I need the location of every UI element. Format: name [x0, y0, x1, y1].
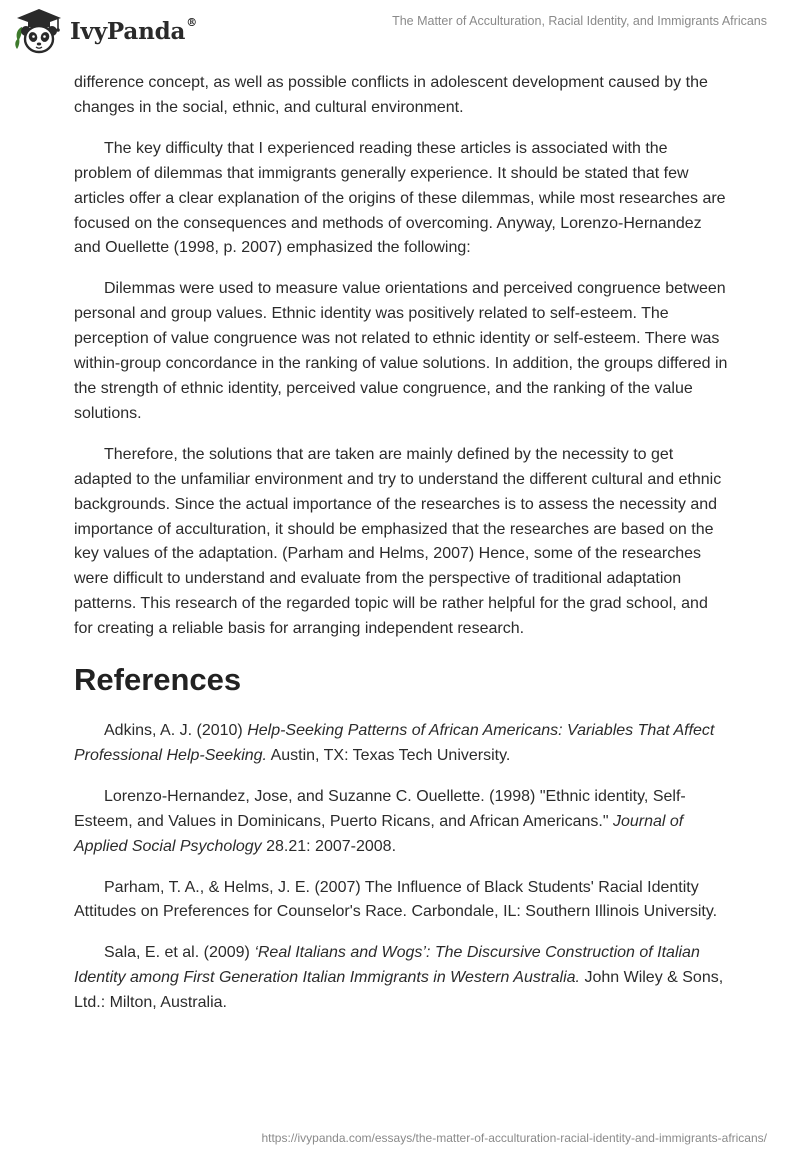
reference-item: Sala, E. et al. (2009) ‘Real Italians and Wogs’: The Discursive Construction of Italian Identity among First Generation Italian Immigrants in Western Australia. John Wiley & Sons, Ltd.: Milton, Australia. [74, 944, 724, 1012]
reference-item: Adkins, A. J. (2010) Help-Seeking Patterns of African Americans: Variables That Affect Professional Help-Seeking. Austin, TX: Texas Tech University. [74, 722, 715, 764]
page-header [0, 0, 800, 66]
reference-item: Parham, T. A., & Helms, J. E. (2007) The Influence of Black Students' Racial Identity Attitudes on Preferences for Counselor's Race. Carbondale, IL: Southern Illinois University. [74, 878, 718, 921]
body-paragraph: The key difficulty that I experienced reading these articles is associated with the problem of dilemmas that immigrants generally experience. It should be stated that few articles offer a clear explanation of the origins of these dilemmas, while most researches are focused on the consequences and methods of overcoming. Anyway, Lorenzo-Hernandez and Ouellette (1998, p. 2007) emphasized the following: [74, 139, 726, 257]
body-paragraph: difference concept, as well as possible conflicts in adolescent development caused by the changes in the social, ethnic, and cultural environment. [74, 74, 708, 116]
panda-graduate-icon [14, 7, 64, 55]
brand-name: IvyPanda® [70, 15, 197, 45]
ivypanda-logo[interactable] [14, 6, 197, 56]
document-title: The Matter of Acculturation, Racial Identity, and Immigrants Africans [392, 14, 767, 28]
reference-item: Lorenzo-Hernandez, Jose, and Suzanne C. Ouellette. (1998) "Ethnic identity, Self-Esteem, and Values in Dominicans, Puerto Ricans, and African Americans." Journal of Applied Social Psychology 28.21: 2007-2008. [74, 787, 686, 855]
references-heading: References [74, 662, 242, 698]
body-paragraph: Therefore, the solutions that are taken are mainly defined by the necessity to get adapted to the unfamiliar environment and try to understand the different cultural and ethnic backgrounds. Since the actual importance of the researches is to assess the necessity and importance of acculturation, it should be emphasized that the researches are based on the key values of the adaptation. (Parham and Helms, 2007) Hence, some of the researches were difficult to understand and evaluate from the perspective of traditional adaptation patterns. This research of the regarded topic will be rather helpful for the grad school, and for creating a reliable basis for arranging independent research. [74, 445, 722, 638]
block-quote: Dilemmas were used to measure value orientations and perceived congruence between personal and group values. Ethnic identity was positively related to self-esteem. The perception of value congruence was not related to ethnic identity or self-esteem. There was within-group concordance in the ranking of value solutions. In addition, the groups differed in the strength of ethnic identity, perceived value congruence, and the ranking of the value solutions. [74, 280, 728, 422]
source-url-link[interactable]: https://ivypanda.com/essays/the-matter-of-acculturation-racial-identity-and-immigrants-africans/ [261, 1131, 767, 1145]
essay-content [74, 71, 728, 1032]
